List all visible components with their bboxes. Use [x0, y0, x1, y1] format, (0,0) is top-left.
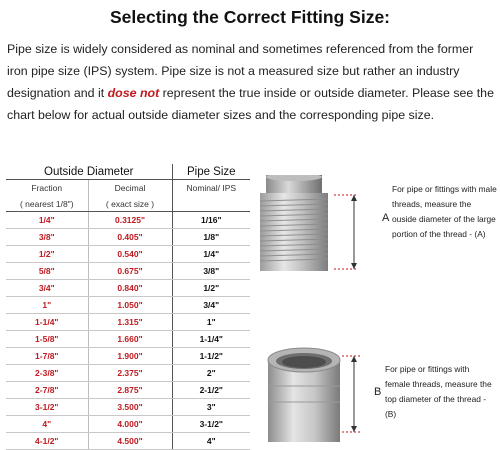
decimal-cell: 0.3125" — [88, 212, 172, 229]
decimal-cell: 1.315" — [88, 314, 172, 331]
decimal-cell: 0.405" — [88, 229, 172, 246]
table-subheader-note-row — [6, 196, 250, 212]
subheader-fraction: Fraction — [31, 183, 63, 193]
pipe-size-cell: 1/2" — [172, 280, 250, 297]
decimal-cell: 0.675" — [88, 263, 172, 280]
table-row — [6, 229, 250, 246]
table-header-row — [6, 164, 250, 180]
pipe-size-cell: 1-1/2" — [172, 348, 250, 365]
pipe-size-cell: 1/4" — [172, 246, 250, 263]
table-row — [6, 399, 250, 416]
fraction-cell: 4" — [6, 416, 88, 433]
page-title: Selecting the Correct Fitting Size: — [109, 7, 391, 27]
table-subheader-row — [6, 180, 250, 197]
decimal-cell: 4.000" — [88, 416, 172, 433]
table-row — [6, 246, 250, 263]
fraction-cell: 1-7/8" — [6, 348, 88, 365]
table-row — [6, 433, 250, 450]
decimal-cell: 1.900" — [88, 348, 172, 365]
fraction-cell: 1/4" — [6, 212, 88, 229]
fraction-cell: 2-3/8" — [6, 365, 88, 382]
header-outside-diameter: Outside Diameter — [6, 164, 172, 180]
table-row — [6, 348, 250, 365]
fraction-cell: 1-5/8" — [6, 331, 88, 348]
pipe-size-cell: 2" — [172, 365, 250, 382]
fraction-cell: 1" — [6, 297, 88, 314]
fraction-cell: 3-1/2" — [6, 399, 88, 416]
decimal-cell: 3.500" — [88, 399, 172, 416]
fraction-cell: 1/2" — [6, 246, 88, 263]
table-row — [6, 297, 250, 314]
pipe-size-cell: 1" — [172, 314, 250, 331]
fraction-cell: 3/8" — [6, 229, 88, 246]
table-row — [6, 331, 250, 348]
intro-text-after: represent the true inside or outside diameter. Please see the chart below for actual outside diameter sizes and the corresponding pipe size. — [7, 86, 494, 122]
table-row — [6, 212, 250, 229]
subheader-decimal-note: ( exact size ) — [88, 196, 172, 212]
fraction-cell: 4-1/2" — [6, 433, 88, 450]
fraction-cell: 2-7/8" — [6, 382, 88, 399]
intro-text-before: Pipe size is widely considered as nominal and sometimes referenced from the former iron pipe size (IPS) system. Pipe size is not a measured size but rather an industry designation and it — [7, 42, 474, 100]
table-row — [6, 365, 250, 382]
table-row — [6, 416, 250, 433]
subheader-fraction-note: ( nearest 1/8") — [6, 196, 88, 212]
pipe-size-cell: 3/8" — [172, 263, 250, 280]
pipe-size-cell: 1/8" — [172, 229, 250, 246]
table-row — [6, 280, 250, 297]
header-pipe-size: Pipe Size — [172, 164, 250, 180]
fraction-cell: 1-1/4" — [6, 314, 88, 331]
table-row — [6, 263, 250, 280]
pipe-size-cell: 3/4" — [172, 297, 250, 314]
subheader-nominal-note — [172, 196, 250, 212]
intro-emphasis: dose not — [107, 86, 160, 100]
subheader-nominal: Nominal/ IPS — [172, 180, 250, 197]
subheader-decimal: Decimal — [88, 180, 172, 197]
pipe-size-cell: 1/16" — [172, 212, 250, 229]
decimal-cell: 1.050" — [88, 297, 172, 314]
decimal-cell: 0.840" — [88, 280, 172, 297]
pipe-size-cell: 2-1/2" — [172, 382, 250, 399]
table-row — [6, 314, 250, 331]
dimension-label-b: B — [374, 386, 382, 398]
male-fitting-image — [258, 175, 376, 275]
decimal-cell: 0.540" — [88, 246, 172, 263]
decimal-cell: 1.660" — [88, 331, 172, 348]
decimal-cell: 2.375" — [88, 365, 172, 382]
dimension-label-a: A — [382, 212, 390, 224]
male-thread-note: For pipe or fittings with male threads, measure the ouside diameter of the large portion of the thread - (A) — [392, 184, 497, 239]
pipe-size-cell: 3" — [172, 399, 250, 416]
decimal-cell: 2.875" — [88, 382, 172, 399]
fraction-cell: 3/4" — [6, 280, 88, 297]
intro-paragraph — [7, 38, 497, 126]
table-row — [6, 382, 250, 399]
decimal-cell: 4.500" — [88, 433, 172, 450]
female-fitting-image — [262, 346, 380, 446]
pipe-size-cell: 4" — [172, 433, 250, 450]
female-thread-note: For pipe or fittings with female threads, measure the top diameter of the thread - (B) — [385, 364, 492, 419]
pipe-size-table — [6, 164, 250, 450]
pipe-size-cell: 3-1/2" — [172, 416, 250, 433]
pipe-size-cell: 1-1/4" — [172, 331, 250, 348]
fraction-cell: 5/8" — [6, 263, 88, 280]
